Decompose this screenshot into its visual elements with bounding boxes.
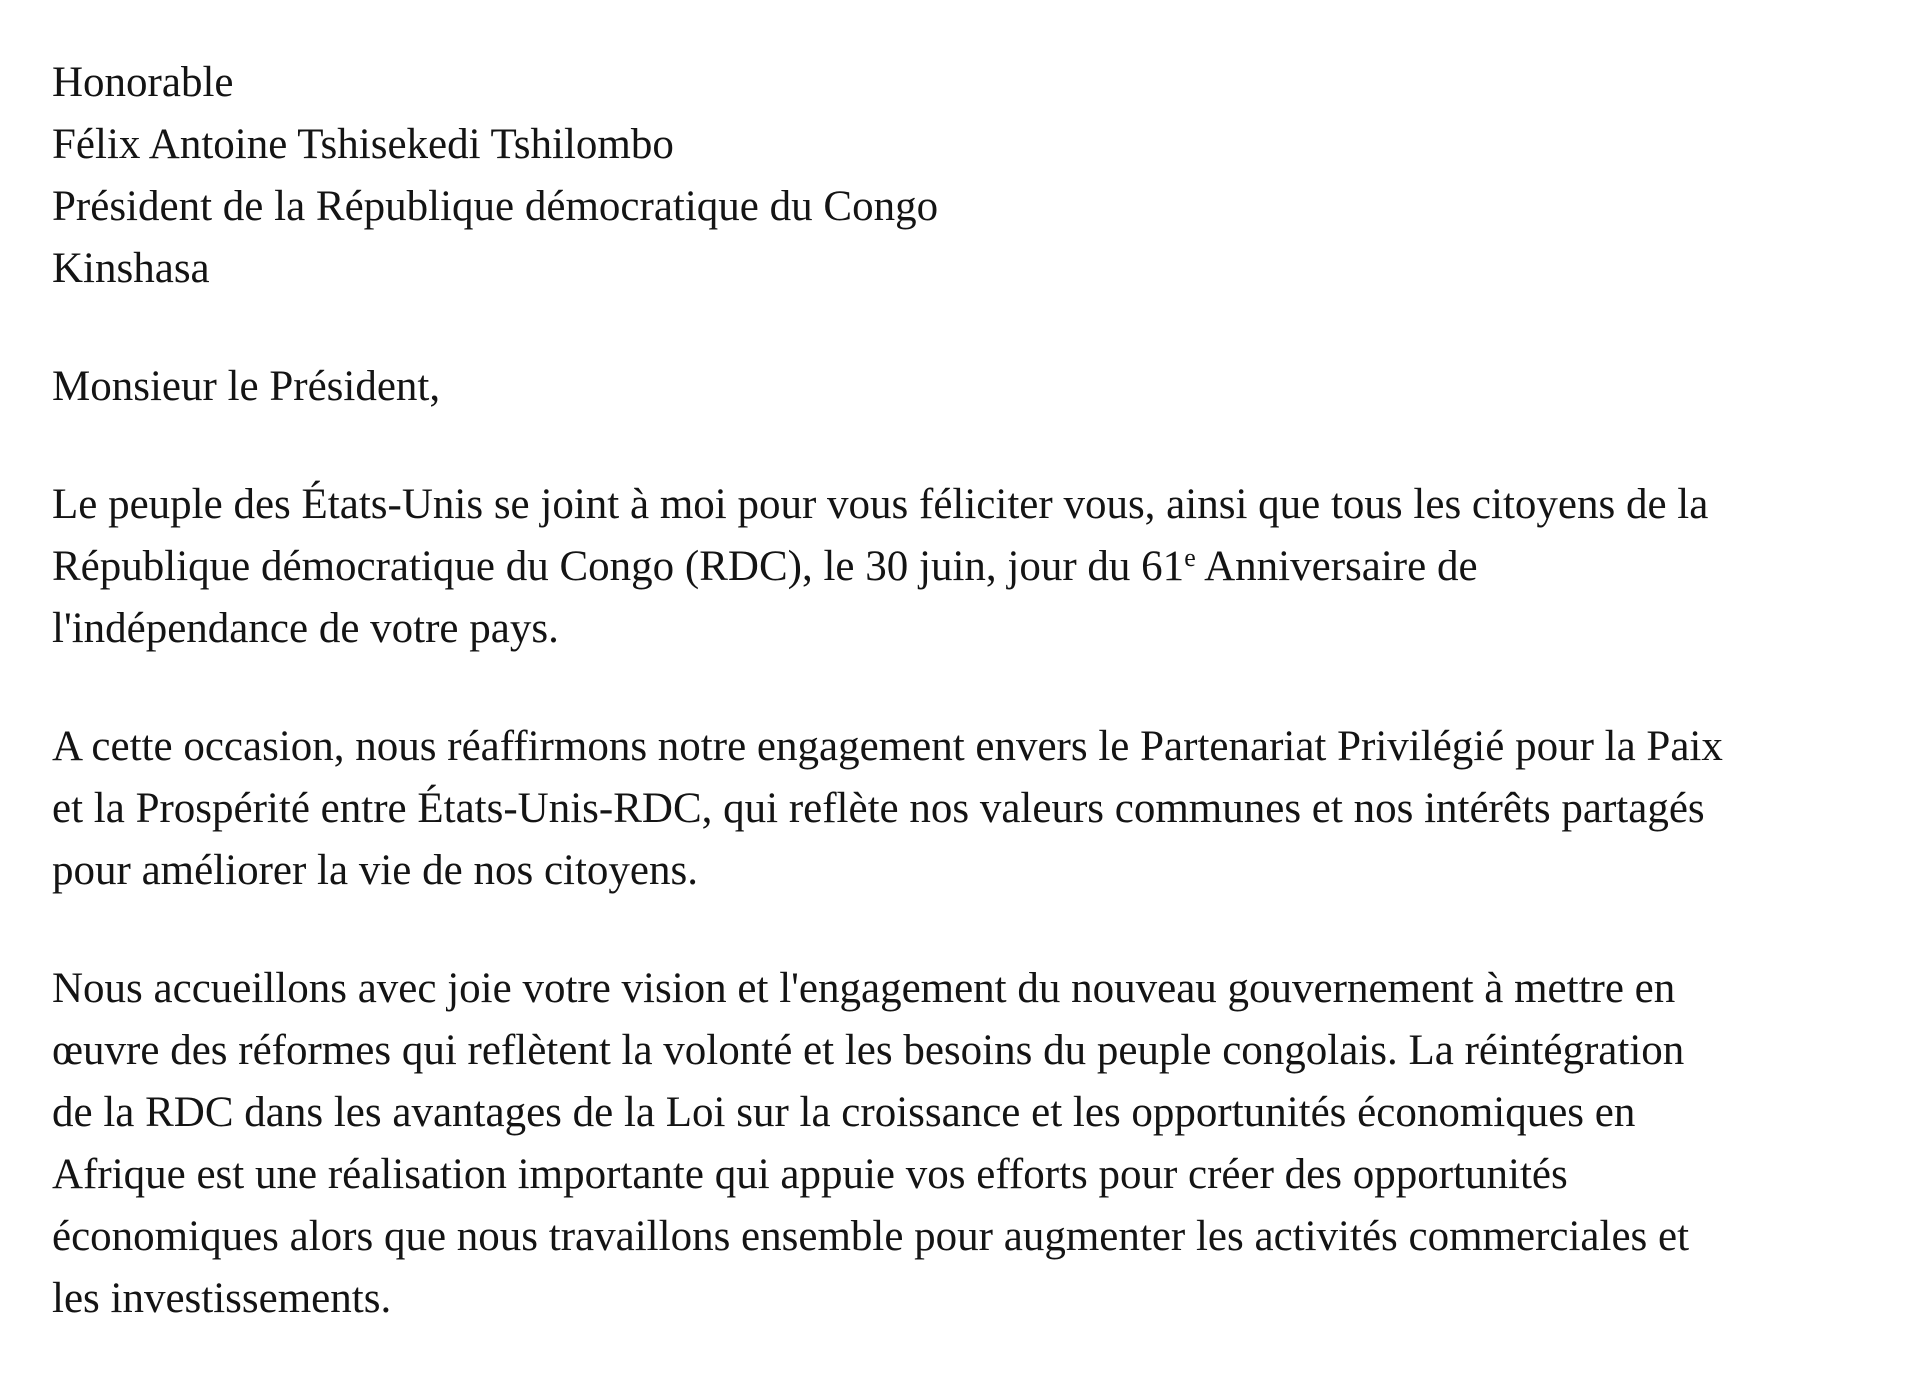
address-line-city: Kinshasa	[52, 245, 210, 292]
ordinal-superscript: e	[1184, 543, 1196, 572]
salutation	[52, 356, 1892, 418]
address-line-name: Félix Antoine Tshisekedi Tshilombo	[52, 121, 674, 168]
paragraph-line: les investissements.	[52, 1275, 392, 1322]
paragraph-line: Le peuple des États-Unis se joint à moi pour vous féliciter vous, ainsi que tous les citoyens de la	[52, 481, 1709, 528]
letter-body	[52, 52, 1892, 1386]
paragraph-text: République démocratique du Congo (RDC), le 30 juin, jour du 61	[52, 543, 1185, 590]
paragraph-line: œuvre des réformes qui reflètent la volonté et les besoins du peuple congolais. La réintégration	[52, 1027, 1685, 1074]
paragraph-line: Nous accueillons avec joie votre vision et l'engagement du nouveau gouvernement à mettre en	[52, 965, 1676, 1012]
paragraph-line: l'indépendance de votre pays.	[52, 605, 559, 652]
recipient-address	[52, 52, 1892, 300]
paragraph-text: Anniversaire de	[1195, 543, 1478, 590]
paragraph-line: et la Prospérité entre États-Unis-RDC, qui reflète nos valeurs communes et nos intérêts partagés	[52, 785, 1705, 832]
paragraph-line: Afrique est une réalisation importante qui appuie vos efforts pour créer des opportunités	[52, 1151, 1568, 1198]
paragraph-line: A cette occasion, nous réaffirmons notre engagement envers le Partenariat Privilégié pour la Paix	[52, 723, 1723, 770]
paragraph-congratulations	[52, 474, 1892, 660]
paragraph-reforms	[52, 958, 1892, 1330]
paragraph-line	[52, 536, 1892, 598]
paragraph-partnership	[52, 716, 1892, 902]
paragraph-line: pour améliorer la vie de nos citoyens.	[52, 847, 698, 894]
address-line-position: Président de la République démocratique du Congo	[52, 183, 939, 230]
paragraph-line: de la RDC dans les avantages de la Loi sur la croissance et les opportunités économiques en	[52, 1089, 1636, 1136]
address-line-title: Honorable	[52, 59, 234, 106]
salutation-text: Monsieur le Président,	[52, 363, 441, 410]
paragraph-line: économiques alors que nous travaillons ensemble pour augmenter les activités commerciales et	[52, 1213, 1690, 1260]
